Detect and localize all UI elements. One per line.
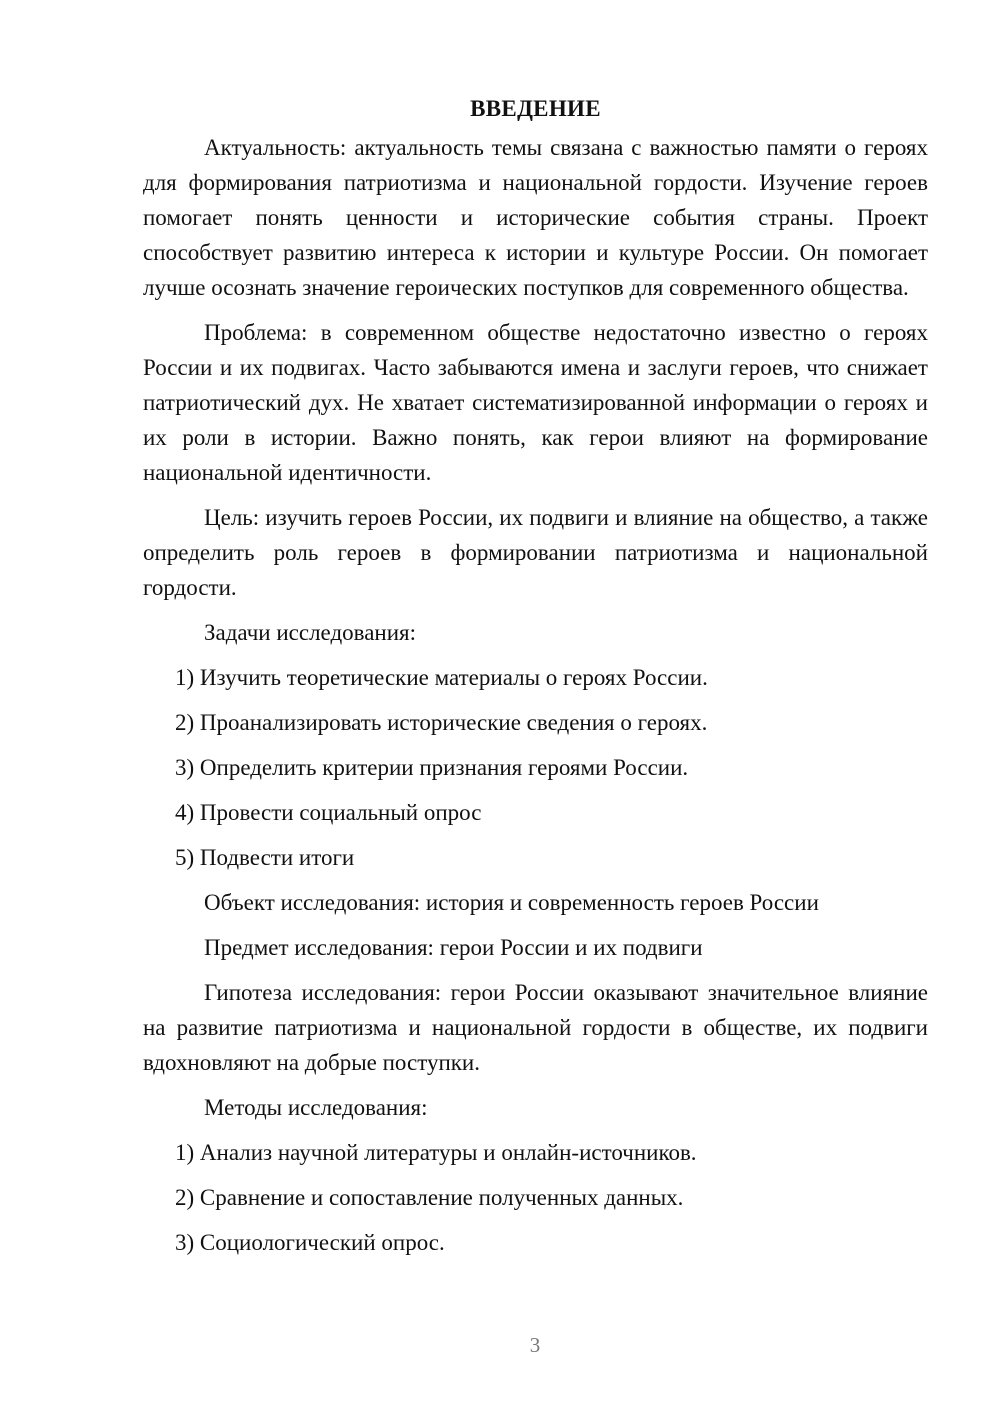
methods-list [143,1135,928,1260]
object-line: Объект исследования: история и современность героев России [204,890,819,915]
document-page [143,92,928,1270]
subject-line: Предмет исследования: герои России и их подвиги [204,935,703,960]
tasks-heading: Задачи исследования: [204,620,417,645]
task-item: 4) Провести социальный опрос [175,800,482,825]
task-item: 2) Проанализировать исторические сведения о героях. [175,710,708,735]
method-item: 2) Сравнение и сопоставление полученных данных. [175,1185,684,1210]
hypothesis-paragraph: Гипотеза исследования: герои России оказывают значительное влияние на развитие патриотизма и национальной гордости в обществе, их подвиги вдохновляют на добрые поступки. [143,980,928,1075]
relevance-paragraph: Актуальность: актуальность темы связана с важностью памяти о героях для формирования патриотизма и национальной гордости. Изучение героев помогает понять ценности и исторические события страны. Проект способствует развитию интереса к истории и культуре России. Он помогает лучше осознать значение героических поступков для современного общества. [143,135,928,300]
task-item: 1) Изучить теоретические материалы о героях России. [175,665,708,690]
methods-heading: Методы исследования: [204,1095,428,1120]
task-item: 5) Подвести итоги [175,845,355,870]
problem-paragraph: Проблема: в современном обществе недостаточно известно о героях России и их подвигах. Часто забываются имена и заслуги героев, что снижает патриотический дух. Не хватает систематизированной информации о героях и их роли в истории. Важно понять, как герои влияют на формирование национальной идентичности. [143,320,928,485]
method-item: 3) Социологический опрос. [175,1230,445,1255]
tasks-list [143,660,928,875]
section-title: ВВЕДЕНИЕ [470,96,601,121]
goal-paragraph: Цель: изучить героев России, их подвиги и влияние на общество, а также определить роль героев в формировании патриотизма и национальной гордости. [143,505,928,600]
page-number: 3 [529,1333,541,1357]
task-item: 3) Определить критерии признания героями России. [175,755,689,780]
method-item: 1) Анализ научной литературы и онлайн-источников. [175,1140,697,1165]
